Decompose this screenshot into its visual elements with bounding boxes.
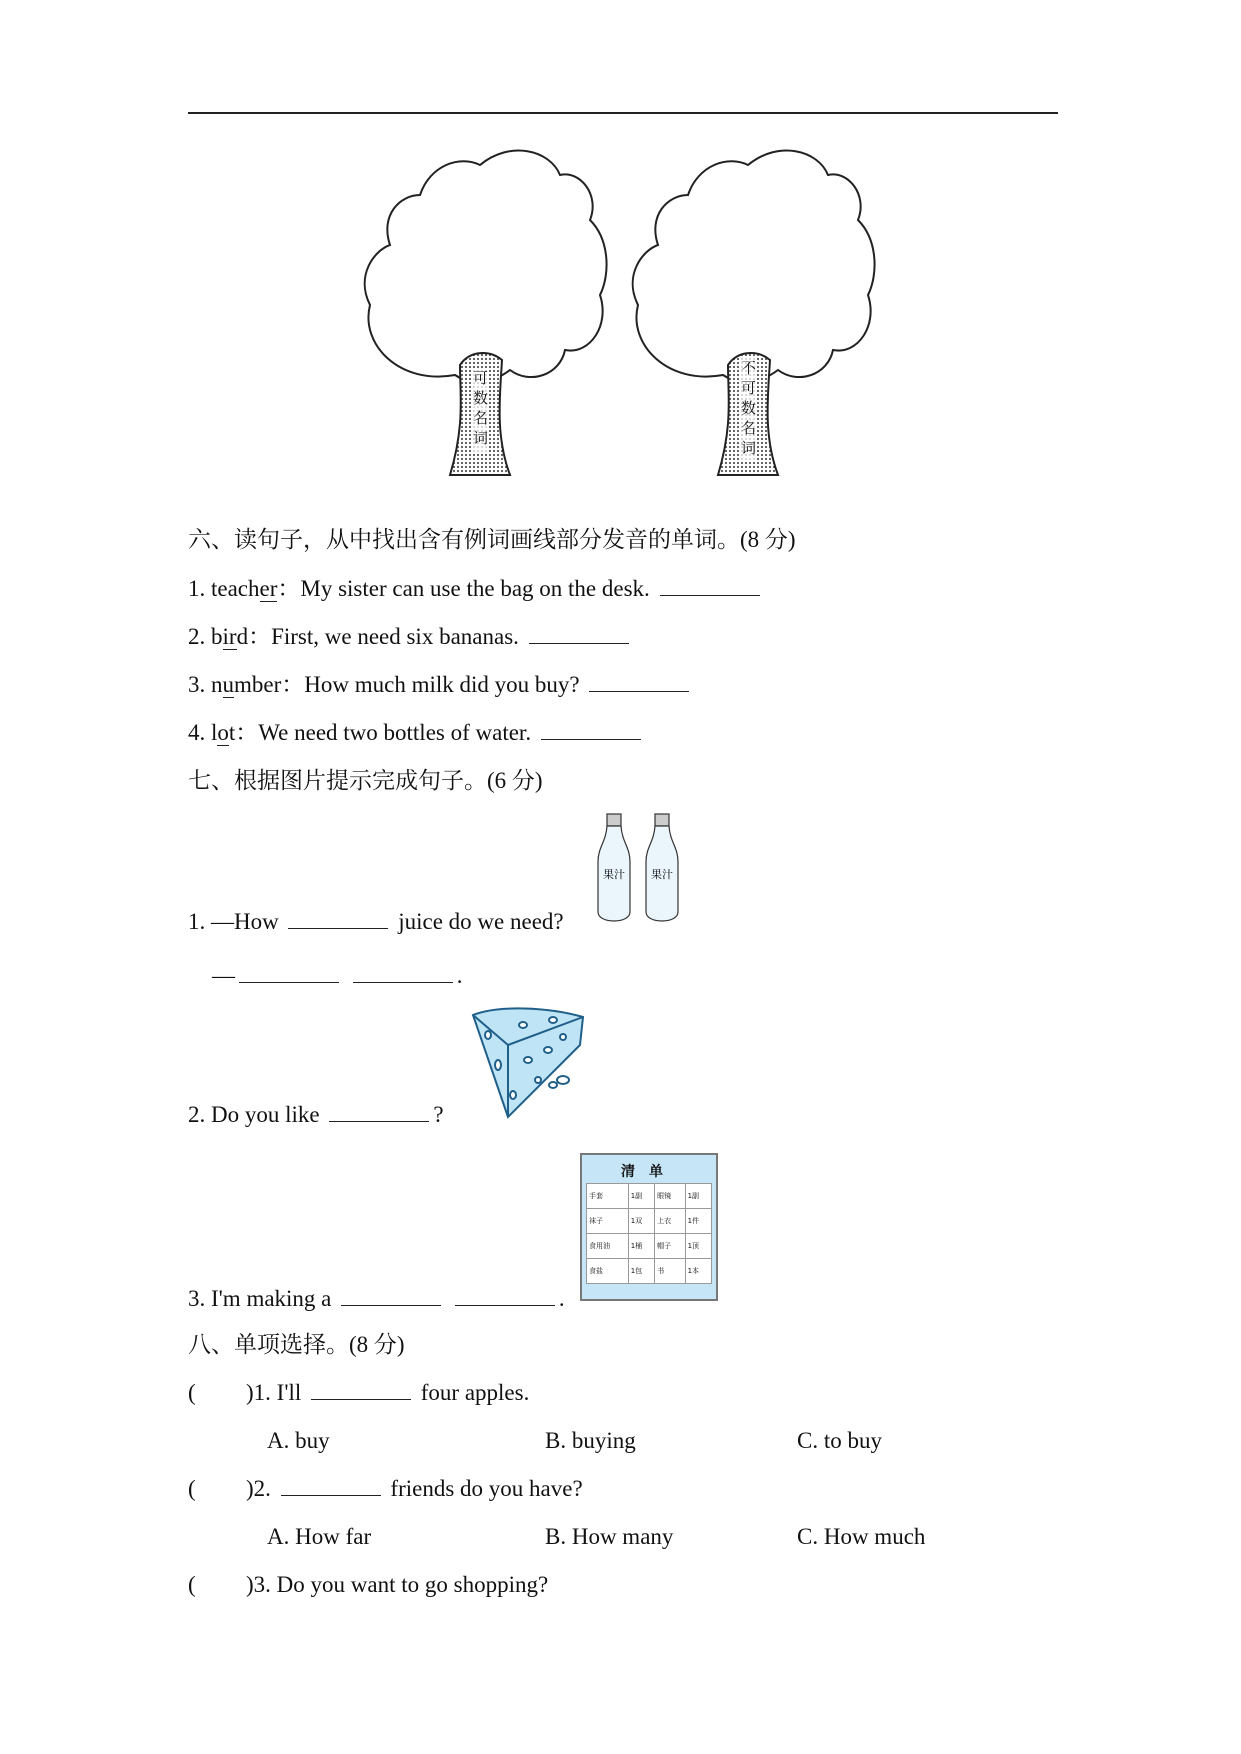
- shopping-list-image: [580, 1153, 718, 1301]
- s8-q1: ( )1. I'll four apples.: [188, 1380, 530, 1405]
- answer-blank[interactable]: [281, 1477, 381, 1496]
- bottle-label: 果汁: [651, 868, 673, 881]
- answer-blank[interactable]: [660, 577, 760, 596]
- s6-item-4: 4. lot：We need two bottles of water.: [188, 721, 645, 744]
- qty: 1双: [628, 1209, 654, 1234]
- table-row: [587, 1234, 712, 1259]
- tree-label-countable: 可数名词: [471, 370, 489, 450]
- section6-heading: 六、读句子，从中找出含有例词画线部分发音的单词。(8 分): [188, 527, 796, 552]
- answer-blank[interactable]: [239, 964, 339, 983]
- trees-illustration: [360, 145, 900, 485]
- qty: 1副: [685, 1184, 711, 1209]
- qty: 1件: [685, 1209, 711, 1234]
- s7-q3: 3. I'm making a .: [188, 1286, 565, 1311]
- s8-q2: ( )2. friends do you have?: [188, 1476, 583, 1501]
- item: 眼镜: [655, 1184, 685, 1209]
- table-row: [587, 1209, 712, 1234]
- s8-q2-option-c[interactable]: C. How much: [797, 1524, 926, 1549]
- qty: 1桶: [628, 1234, 654, 1259]
- answer-blank[interactable]: [529, 625, 629, 644]
- table-row: [587, 1259, 712, 1284]
- shopping-list-title: 清单: [621, 1164, 677, 1180]
- item: 上衣: [655, 1209, 685, 1234]
- answer-blank[interactable]: [288, 910, 388, 929]
- s7-q2: 2. Do you like ?: [188, 1102, 444, 1127]
- juice-bottles-image: [592, 812, 687, 927]
- section8-heading: 八、单项选择。(8 分): [188, 1332, 405, 1357]
- answer-blank[interactable]: [541, 721, 641, 740]
- item: 帽子: [655, 1234, 685, 1259]
- s8-q3: ( )3. Do you want to go shopping?: [188, 1572, 549, 1597]
- answer-blank[interactable]: [311, 1381, 411, 1400]
- qty: 1顶: [685, 1234, 711, 1259]
- answer-blank[interactable]: [589, 673, 689, 692]
- item: 食用油: [587, 1234, 629, 1259]
- s8-q2-option-a[interactable]: A. How far: [267, 1524, 372, 1549]
- item: 书: [655, 1259, 685, 1284]
- cheese-image: [468, 1005, 588, 1123]
- s8-q1-option-a[interactable]: A. buy: [267, 1428, 330, 1453]
- section7-heading: 七、根据图片提示完成句子。(6 分): [188, 768, 543, 793]
- s8-q2-option-b[interactable]: B. How many: [545, 1524, 674, 1549]
- qty: 1副: [628, 1184, 654, 1209]
- answer-blank[interactable]: [353, 964, 453, 983]
- qty: 1本: [685, 1259, 711, 1284]
- item: 食盐: [587, 1259, 629, 1284]
- bottle-label: 果汁: [603, 868, 625, 881]
- s8-q1-option-b[interactable]: B. buying: [545, 1428, 636, 1453]
- s6-item-1: 1. teacher：My sister can use the bag on the desk.: [188, 577, 764, 600]
- s6-item-2: 2. bird：First, we need six bananas.: [188, 625, 633, 648]
- qty: 1包: [628, 1259, 654, 1284]
- tree-label-uncountable: 不可数名词: [739, 360, 757, 460]
- answer-blank[interactable]: [329, 1103, 429, 1122]
- answer-blank[interactable]: [455, 1287, 555, 1306]
- item: 手套: [587, 1184, 629, 1209]
- table-row: [587, 1184, 712, 1209]
- s7-q1: 1. —How juice do we need?: [188, 909, 564, 934]
- s7-q1-answer: — .: [212, 963, 463, 988]
- answer-blank[interactable]: [341, 1287, 441, 1306]
- s6-item-3: 3. number：How much milk did you buy?: [188, 673, 693, 696]
- shopping-list-table: [586, 1183, 712, 1284]
- s8-q1-option-c[interactable]: C. to buy: [797, 1428, 882, 1453]
- item: 袜子: [587, 1209, 629, 1234]
- header-rule: [188, 112, 1058, 114]
